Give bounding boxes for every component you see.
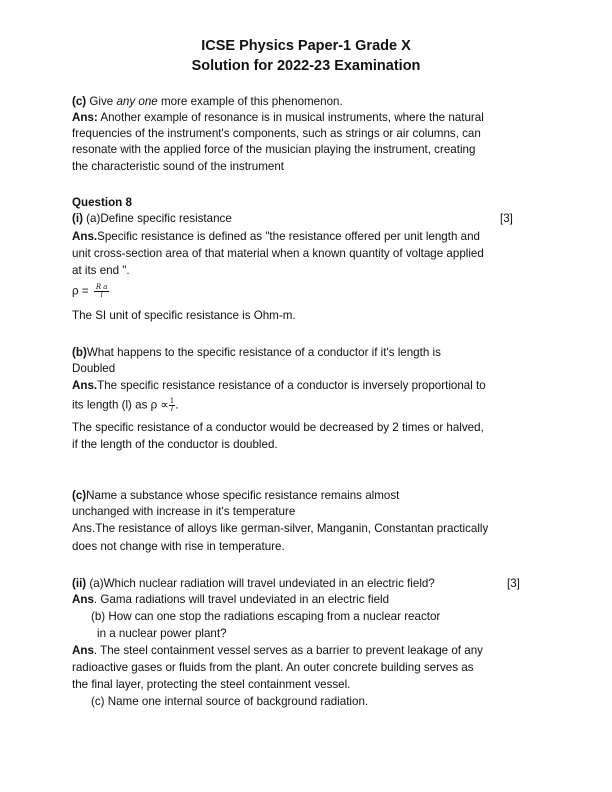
answer-line: does not change with rise in temperature. — [72, 540, 285, 553]
answer-label: Ans. — [72, 379, 98, 392]
question-line: unchanged with increase in it's temperature — [72, 505, 296, 518]
marks-badge: [3] — [507, 577, 520, 590]
answer-line: unit cross-section area of that material when a known quantity of voltage applied — [72, 247, 484, 260]
question-line: in a nuclear power plant? — [97, 627, 227, 640]
question-heading: Question 8 — [72, 196, 132, 209]
answer-line: Ans.Specific resistance is defined as "the resistance offered per unit length and — [72, 230, 480, 243]
question-8-b: (b)What happens to the specific resistance of a conductor if it's length is — [72, 346, 441, 359]
question-c-example: (c) Give any one more example of this phenomenon. — [72, 95, 343, 108]
answer-line: Ans.The specific resistance resistance of a conductor is inversely proportional to — [72, 379, 486, 392]
answer-line: Ans.The resistance of alloys like german-silver, Manganin, Constantan practically — [72, 522, 489, 535]
question-8-ii-c: (c) Name one internal source of background radiation. — [91, 695, 369, 708]
answer-line: the characteristic sound of the instrument — [72, 160, 285, 173]
answer-label: Ans — [72, 593, 94, 606]
answer-line: the final layer, protecting the steel containment vessel. — [72, 678, 351, 691]
answer-line: Ans. The steel containment vessel serves as a barrier to prevent leakage of any — [72, 644, 483, 657]
answer-line-proportional: its length (l) as ρ ∝ $\frac{1}{l}$ . — [72, 397, 179, 413]
answer-line: Ans: Another example of resonance is in musical instruments, where the natural — [72, 111, 484, 124]
answer-line: at its end ". — [72, 264, 130, 277]
question-line: Doubled — [72, 362, 116, 375]
question-8-ii-a: (ii) (a)Which nuclear radiation will travel undeviated in an electric field? — [72, 577, 435, 590]
answer-label: Ans. — [72, 230, 98, 243]
question-label: (c) — [72, 95, 87, 108]
answer-line: resonate with the applied force of the musician playing the instrument, creating — [72, 143, 476, 156]
page-title: ICSE Physics Paper-1 Grade X — [201, 38, 411, 54]
answer-line: frequencies of the instrument's components, such as strings or air columns, can — [72, 127, 481, 140]
inverse-fraction: $\frac{1}{l}$ — [169, 397, 175, 413]
question-8-i-a: (i) (a)Define specific resistance — [72, 212, 232, 225]
question-8-ii-b: (b) How can one stop the radiations escaping from a nuclear reactor — [91, 610, 441, 623]
formula-fraction: $\frac{\text{R a}}{l}$ — [95, 283, 108, 299]
resistivity-formula: ρ = $\frac{\text{R a}}{l}$ — [72, 283, 108, 299]
si-unit-text: The SI unit of specific resistance is Ohm-m. — [72, 309, 296, 322]
answer-label: Ans — [72, 644, 94, 657]
marks-badge: [3] — [500, 212, 513, 225]
answer-line: The specific resistance of a conductor would be decreased by 2 times or halved, — [72, 421, 484, 434]
page-subtitle: Solution for 2022-23 Examination — [191, 58, 421, 74]
question-8-c: (c)Name a substance whose specific resistance remains almost — [72, 489, 400, 502]
answer-label: Ans: — [72, 111, 98, 124]
answer-line: Ans. Gama radiations will travel undeviated in an electric field — [72, 593, 390, 606]
answer-line: radioactive gases or fluids from the plant. An outer concrete building serves as — [72, 661, 474, 674]
answer-line: if the length of the conductor is doubled. — [72, 438, 278, 451]
